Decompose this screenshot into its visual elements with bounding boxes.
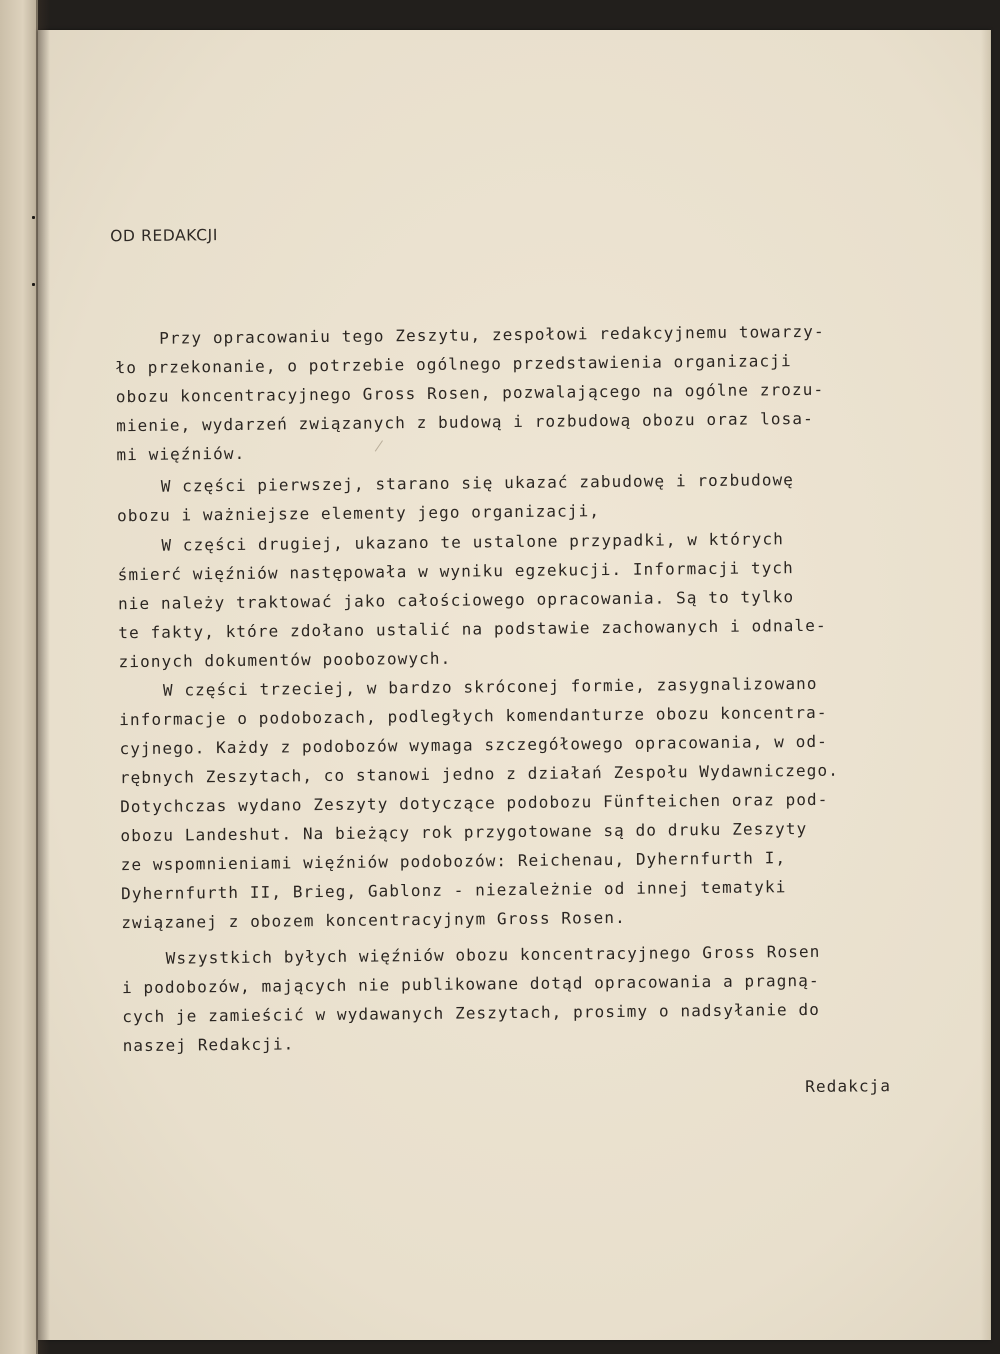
paragraph-line: Dotychczas wydano Zeszyty dotyczące podobozu Fünfteichen oraz pod- <box>120 789 829 817</box>
paragraph-line: i podobozów, mających nie publikowane dotąd opracowania a pragną- <box>121 970 820 998</box>
page-heading: OD REDAKCJI <box>110 226 219 246</box>
page-right-edge <box>981 30 991 1340</box>
paragraph-line: naszej Redakcji. <box>122 1034 295 1056</box>
paragraph-first-line: W części drugiej, ukazano te ustalone przypadki, w których <box>161 529 784 555</box>
paragraph-line: związanej z obozem koncentracyjnym Gross Rosen. <box>121 907 626 933</box>
paragraph-line: ze wspomnieniami więźniów podobozów: Reichenau, Dyhernfurth I, <box>120 848 787 875</box>
paragraph-line: Dyhernfurth II, Brieg, Gablonz - niezależnie od innej tematyki <box>120 877 787 904</box>
paragraph-line: mienie, wydarzeń związanych z budową i rozbudową obozu oraz losa- <box>116 408 814 436</box>
typed-text-body <box>38 20 1000 1340</box>
paper-sheet <box>38 30 990 1340</box>
paragraph-first-line: Wszystkich byłych więźniów obozu koncentracyjnego Gross Rosen <box>165 941 821 968</box>
paragraph-line: cych je zamieścić w wydawanych Zeszytach, prosimy o nadsyłanie do <box>122 999 821 1027</box>
left-page-edge <box>0 0 38 1354</box>
signature: Redakcja <box>805 1076 892 1097</box>
paragraph-first-line: Przy opracowaniu tego Zeszytu, zespołowi redakcyjnemu towarzy- <box>159 321 825 348</box>
paragraph-line: mi więźniów. <box>116 443 246 465</box>
pencil-tick <box>375 440 383 451</box>
gutter-shadow <box>36 0 50 1354</box>
binding-mark <box>32 216 35 219</box>
paragraph-line: te fakty, które zdołano ustalić na podstawie zachowanych i odnale- <box>118 615 827 643</box>
paragraph-line: ło przekonanie, o potrzebie ogólnego przedstawienia organizacji <box>115 351 792 378</box>
paragraph-line: obozu i ważniejsze elementy jego organizacji, <box>116 501 601 526</box>
paragraph-line: informacje o podobozach, podległych komendanturze obozu koncentra- <box>119 702 828 730</box>
paragraph-line: obozu Landeshut. Na bieżący rok przygotowane są do druku Zeszyty <box>120 818 808 846</box>
paragraph-line: cyjnego. Każdy z podobozów wymaga szczegółowego opracowania, w od- <box>119 731 828 759</box>
binding-mark <box>32 283 35 286</box>
paragraph-line: zionych dokumentów poobozowych. <box>118 648 452 672</box>
paragraph-first-line: W części trzeciej, w bardzo skróconej formie, zasygnalizowano <box>162 673 818 700</box>
paragraph-line: śmierć więźniów następowała w wyniku egzekucji. Informacji tych <box>117 558 794 585</box>
paragraph-line: rębnych Zeszytach, co stanowi jedno z działań Zespołu Wydawniczego. <box>119 760 840 788</box>
paragraph-line: obozu koncentracyjnego Gross Rosen, pozwalającego na ogólne zrozu- <box>115 379 825 407</box>
paragraph-line: nie należy traktować jako całościowego opracowania. Są to tylko <box>117 587 795 614</box>
paragraph-first-line: W części pierwszej, starano się ukazać zabudowę i rozbudowę <box>160 470 795 496</box>
